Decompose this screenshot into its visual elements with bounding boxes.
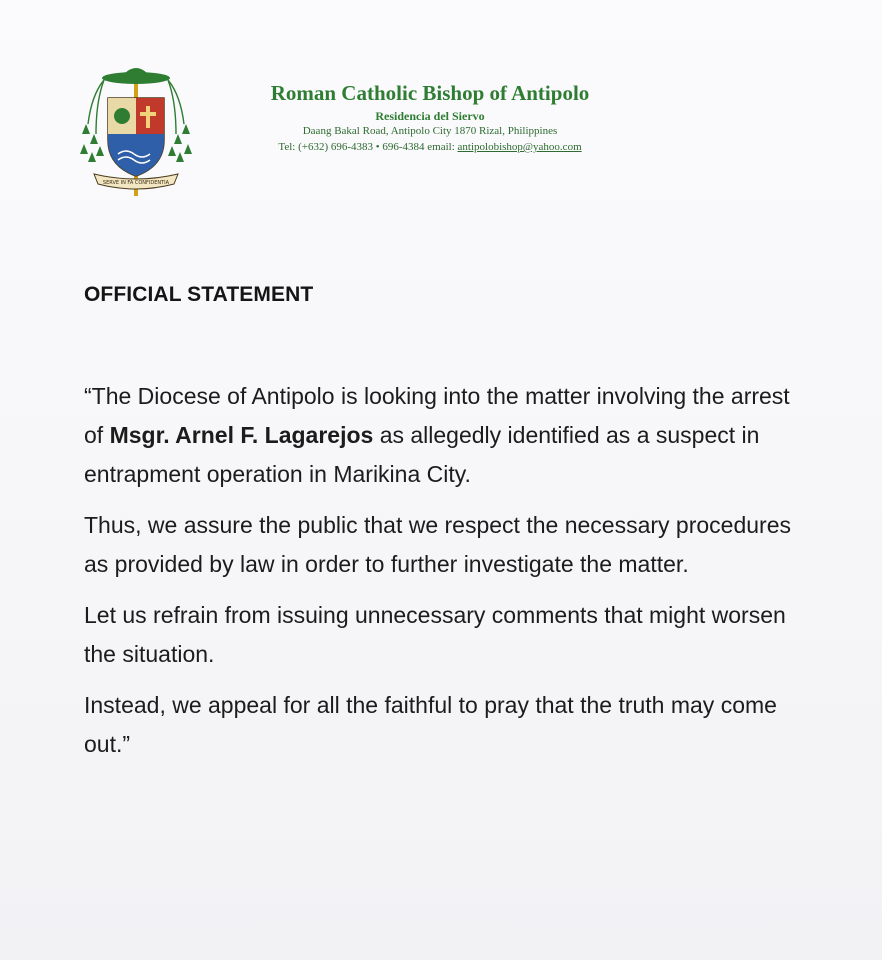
email-label: email: <box>427 141 455 153</box>
episcopal-crest-logo <box>80 62 192 200</box>
contact-line <box>200 140 660 155</box>
letterhead <box>200 80 660 155</box>
statement-title: OFFICIAL STATEMENT <box>84 283 314 306</box>
email-link[interactable]: antipolobishop@yahoo.com <box>457 141 582 153</box>
svg-text:SERVE IN FA CONFIDENTIA: SERVE IN FA CONFIDENTIA <box>102 180 170 186</box>
residence-name: Residencia del Siervo <box>375 109 485 123</box>
paragraph-2: Thus, we assure the public that we respect the necessary procedures as provided by law in order to further investigate the matter. <box>84 512 791 577</box>
statement-body <box>84 377 804 776</box>
organization-name: Roman Catholic Bishop of Antipolo <box>270 81 590 105</box>
telephone-numbers: Tel: (+632) 696-4383 • 696-4384 <box>278 141 425 153</box>
msgr-name: Msgr. Arnel F. Lagarejos <box>109 422 374 448</box>
paragraph-4: Instead, we appeal for all the faithful to pray that the truth may come out.” <box>84 692 777 757</box>
paragraph-3: Let us refrain from issuing unnecessary comments that might worsen the situation. <box>84 602 786 667</box>
paragraph-1: “The Diocese of Antipolo is looking into the matter involving the arrest of Msgr. Arnel F. Lagarejos as allegedly identified as a suspect in entrapment operation in Marikina City. <box>84 383 790 487</box>
address-line: Daang Bakal Road, Antipolo City 1870 Rizal, Philippines <box>302 125 558 137</box>
